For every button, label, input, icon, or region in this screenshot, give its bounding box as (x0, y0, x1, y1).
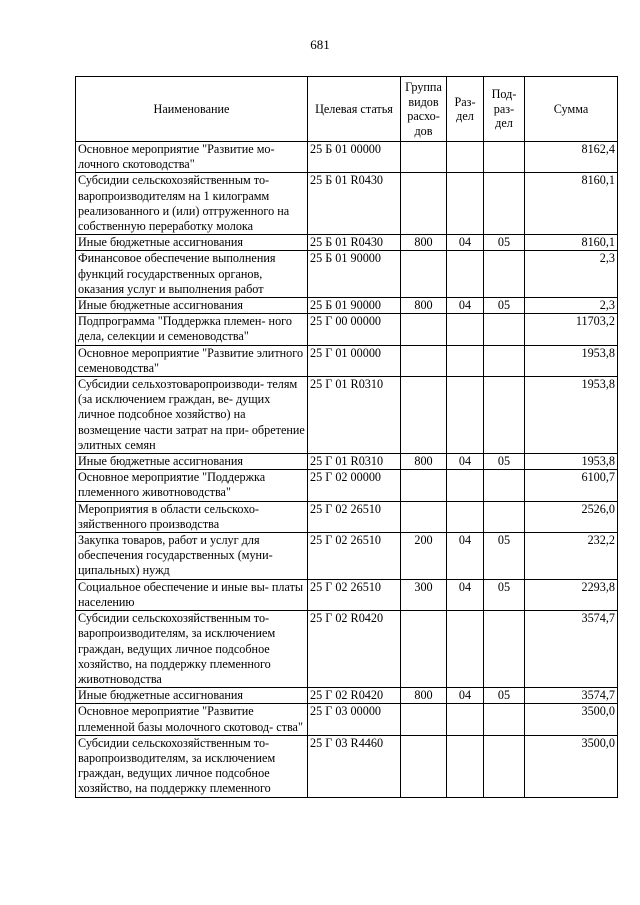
row-target: 25 Г 02 R0420 (308, 688, 401, 704)
table-row (76, 235, 618, 251)
table-row (76, 314, 618, 345)
row-name: Основное мероприятие "Поддержка племенного животноводства" (76, 470, 308, 501)
row-subsection: 05 (484, 533, 525, 580)
row-sum: 6100,7 (525, 470, 618, 501)
row-name: Субсидии сельскохозяйственным то- варопроизводителям на 1 килограмм реализованного и (или) отгруженного на собственную переработку молока (76, 173, 308, 235)
row-section (447, 314, 484, 345)
row-subsection: 05 (484, 454, 525, 470)
row-sum: 8162,4 (525, 142, 618, 173)
table-row (76, 251, 618, 298)
row-section: 04 (447, 688, 484, 704)
row-subsection (484, 501, 525, 532)
row-subsection: 05 (484, 688, 525, 704)
page-number: 681 (310, 37, 330, 52)
row-group (401, 377, 447, 454)
row-group (401, 470, 447, 501)
row-sum: 2293,8 (525, 579, 618, 610)
row-subsection: 05 (484, 235, 525, 251)
row-group: 800 (401, 454, 447, 470)
row-sum: 3500,0 (525, 735, 618, 797)
row-subsection (484, 345, 525, 376)
row-group (401, 173, 447, 235)
row-group (401, 345, 447, 376)
row-target: 25 Б 01 90000 (308, 298, 401, 314)
row-group (401, 735, 447, 797)
row-group (401, 314, 447, 345)
table-row (76, 688, 618, 704)
row-sum: 8160,1 (525, 173, 618, 235)
row-sum: 2,3 (525, 251, 618, 298)
row-sum: 1953,8 (525, 345, 618, 376)
row-section (447, 377, 484, 454)
row-name: Основное мероприятие "Развитие элитного семеноводства" (76, 345, 308, 376)
row-section (447, 735, 484, 797)
row-name: Закупка товаров, работ и услуг для обеспечения государственных (муни- ципальных) нужд (76, 533, 308, 580)
row-sum: 1953,8 (525, 454, 618, 470)
row-subsection (484, 470, 525, 501)
row-section (447, 611, 484, 688)
row-name: Подпрограмма "Поддержка племен- ного дела, селекции и семеноводства" (76, 314, 308, 345)
row-section (447, 501, 484, 532)
row-group (401, 142, 447, 173)
row-target: 25 Г 02 R0420 (308, 611, 401, 688)
row-target: 25 Г 02 26510 (308, 533, 401, 580)
row-sum: 11703,2 (525, 314, 618, 345)
row-subsection (484, 173, 525, 235)
table-header-row (76, 77, 618, 142)
table-row (76, 533, 618, 580)
row-group: 800 (401, 688, 447, 704)
table-row (76, 298, 618, 314)
row-sum: 2526,0 (525, 501, 618, 532)
row-target: 25 Г 01 R0310 (308, 454, 401, 470)
row-name: Субсидии сельскохозяйственным то- варопроизводителям, за исключением граждан, ведущих личное подсобное хозяйство, на поддержку племенного (76, 735, 308, 797)
table-row (76, 501, 618, 532)
row-group (401, 704, 447, 735)
row-name: Иные бюджетные ассигнования (76, 688, 308, 704)
table-row (76, 704, 618, 735)
table-row (76, 345, 618, 376)
table-row (76, 611, 618, 688)
header-section: Раз- дел (447, 77, 484, 142)
row-target: 25 Б 01 R0430 (308, 235, 401, 251)
row-section: 04 (447, 533, 484, 580)
table-row (76, 454, 618, 470)
header-name: Наименование (76, 77, 308, 142)
row-target: 25 Б 01 00000 (308, 142, 401, 173)
row-target: 25 Б 01 90000 (308, 251, 401, 298)
table-row (76, 173, 618, 235)
row-group (401, 611, 447, 688)
row-name: Иные бюджетные ассигнования (76, 235, 308, 251)
table-row (76, 377, 618, 454)
row-target: 25 Г 01 00000 (308, 345, 401, 376)
row-subsection: 05 (484, 579, 525, 610)
row-sum: 3500,0 (525, 704, 618, 735)
row-subsection (484, 251, 525, 298)
table-row (76, 735, 618, 797)
row-section (447, 251, 484, 298)
row-section (447, 142, 484, 173)
table-row (76, 470, 618, 501)
row-sum: 1953,8 (525, 377, 618, 454)
row-group (401, 251, 447, 298)
row-subsection (484, 735, 525, 797)
row-name: Основное мероприятие "Развитие племенной базы молочного скотовод- ства" (76, 704, 308, 735)
row-group: 800 (401, 298, 447, 314)
row-group: 200 (401, 533, 447, 580)
row-target: 25 Г 03 R4460 (308, 735, 401, 797)
budget-table (75, 76, 618, 798)
row-target: 25 Г 03 00000 (308, 704, 401, 735)
table-row (76, 142, 618, 173)
row-subsection (484, 142, 525, 173)
row-group (401, 501, 447, 532)
row-section (447, 345, 484, 376)
row-target: 25 Б 01 R0430 (308, 173, 401, 235)
row-name: Субсидии сельхозтоваропроизводи- телям (за исключением граждан, ве- дущих личное подсобное хозяйство) на возмещение части затрат на при- обретение элитных семян (76, 377, 308, 454)
row-target: 25 Г 02 26510 (308, 501, 401, 532)
row-target: 25 Г 00 00000 (308, 314, 401, 345)
row-name: Основное мероприятие "Развитие мо- лочного скотоводства" (76, 142, 308, 173)
row-sum: 3574,7 (525, 611, 618, 688)
header-target-article: Целевая статья (308, 77, 401, 142)
row-name: Иные бюджетные ассигнования (76, 298, 308, 314)
row-section (447, 173, 484, 235)
row-subsection (484, 314, 525, 345)
header-sum: Сумма (525, 77, 618, 142)
header-expense-group: Группа видов расхо- дов (401, 77, 447, 142)
row-sum: 2,3 (525, 298, 618, 314)
row-group: 800 (401, 235, 447, 251)
row-sum: 8160,1 (525, 235, 618, 251)
row-subsection: 05 (484, 298, 525, 314)
row-section: 04 (447, 298, 484, 314)
row-name: Мероприятия в области сельскохо- зяйственного производства (76, 501, 308, 532)
row-section: 04 (447, 235, 484, 251)
row-section: 04 (447, 579, 484, 610)
row-subsection (484, 704, 525, 735)
row-name: Иные бюджетные ассигнования (76, 454, 308, 470)
row-target: 25 Г 01 R0310 (308, 377, 401, 454)
row-target: 25 Г 02 00000 (308, 470, 401, 501)
row-subsection (484, 377, 525, 454)
row-section: 04 (447, 454, 484, 470)
row-sum: 3574,7 (525, 688, 618, 704)
row-target: 25 Г 02 26510 (308, 579, 401, 610)
table-row (76, 579, 618, 610)
row-name: Социальное обеспечение и иные вы- платы населению (76, 579, 308, 610)
row-name: Субсидии сельскохозяйственным то- варопроизводителям, за исключением граждан, ведущих личное подсобное хозяйство, на поддержку племенного животноводства (76, 611, 308, 688)
row-section (447, 470, 484, 501)
row-subsection (484, 611, 525, 688)
header-subsection: Под- раз- дел (484, 77, 525, 142)
row-group: 300 (401, 579, 447, 610)
row-sum: 232,2 (525, 533, 618, 580)
row-section (447, 704, 484, 735)
row-name: Финансовое обеспечение выполнения функций государственных органов, оказания услуг и выполнения работ (76, 251, 308, 298)
